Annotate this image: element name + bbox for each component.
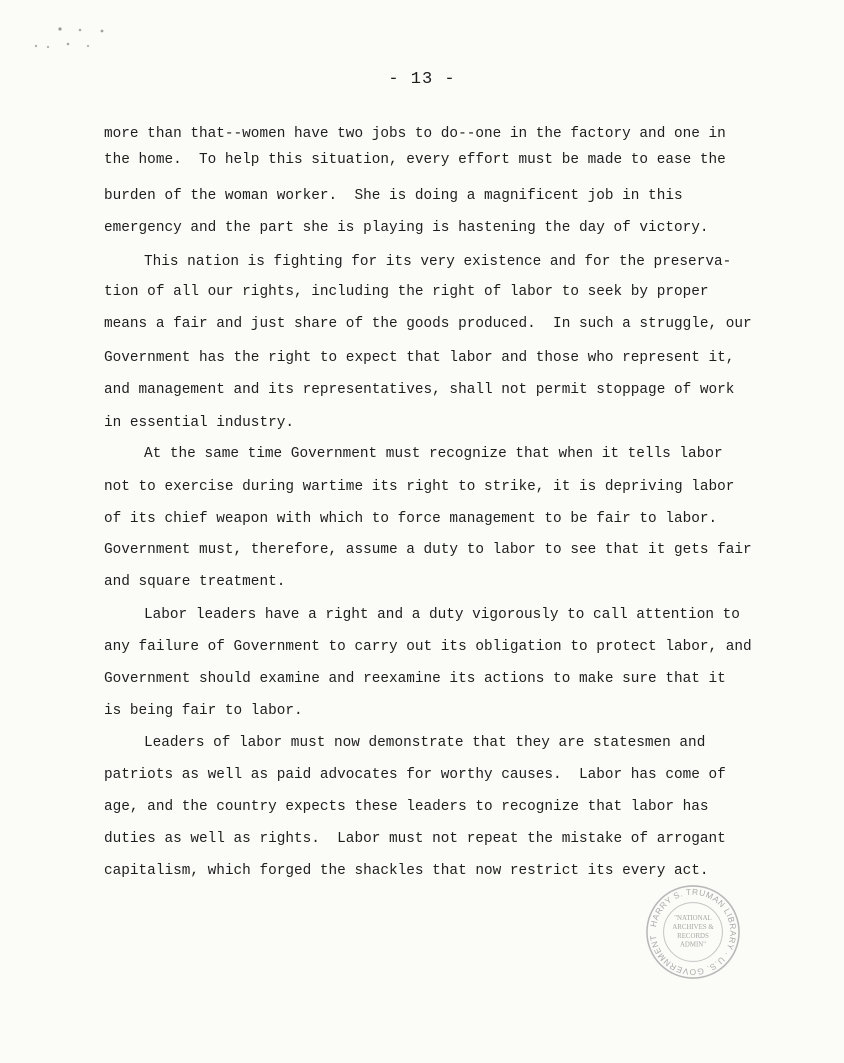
stamp-center-line: ADMIN" <box>679 941 707 949</box>
text-line: the home. To help this situation, every effort must be made to ease the <box>104 152 726 168</box>
archive-stamp-icon <box>644 883 742 981</box>
text-line: At the same time Government must recognize that when it tells labor <box>144 446 723 462</box>
text-line: Government has the right to expect that labor and those who represent it, <box>104 350 735 366</box>
text-line: and management and its representatives, shall not permit stoppage of work <box>104 382 735 398</box>
stamp-ring-text: HARRY S. TRUMAN LIBRARY · U.S. GOVERNMENT <box>647 886 739 978</box>
text-line: Leaders of labor must now demonstrate that they are statesmen and <box>144 735 706 751</box>
text-line: patriots as well as paid advocates for worthy causes. Labor has come of <box>104 767 726 783</box>
scan-specks <box>30 22 120 62</box>
text-line: Labor leaders have a right and a duty vigorously to call attention to <box>144 607 740 623</box>
text-line: Government must, therefore, assume a duty to labor to see that it gets fair <box>104 542 752 558</box>
stamp-center-line: RECORDS <box>677 932 709 940</box>
page-number: - 13 - <box>388 70 456 89</box>
text-line: This nation is fighting for its very existence and for the preserva- <box>144 254 732 270</box>
text-line: capitalism, which forged the shackles that now restrict its every act. <box>104 863 709 879</box>
text-line: any failure of Government to carry out its obligation to protect labor, and <box>104 639 752 655</box>
text-line: age, and the country expects these leaders to recognize that labor has <box>104 799 709 815</box>
text-line: is being fair to labor. <box>104 703 303 719</box>
text-line: tion of all our rights, including the right of labor to seek by proper <box>104 284 709 300</box>
text-line: emergency and the part she is playing is hastening the day of victory. <box>104 220 709 236</box>
text-line: and square treatment. <box>104 574 286 590</box>
stamp-center-line: "NATIONAL <box>674 915 712 923</box>
text-line: Government should examine and reexamine its actions to make sure that it <box>104 671 726 687</box>
text-line: burden of the woman worker. She is doing a magnificent job in this <box>104 188 683 204</box>
text-line: more than that--women have two jobs to do--one in the factory and one in <box>104 126 726 142</box>
text-line: means a fair and just share of the goods produced. In such a struggle, our <box>104 316 752 332</box>
text-line: in essential industry. <box>104 415 294 431</box>
text-line: of its chief weapon with which to force management to be fair to labor. <box>104 511 718 527</box>
text-line: duties as well as rights. Labor must not repeat the mistake of arrogant <box>104 831 726 847</box>
text-line: not to exercise during wartime its right to strike, it is depriving labor <box>104 479 735 495</box>
stamp-center-line: ARCHIVES & <box>672 924 714 932</box>
